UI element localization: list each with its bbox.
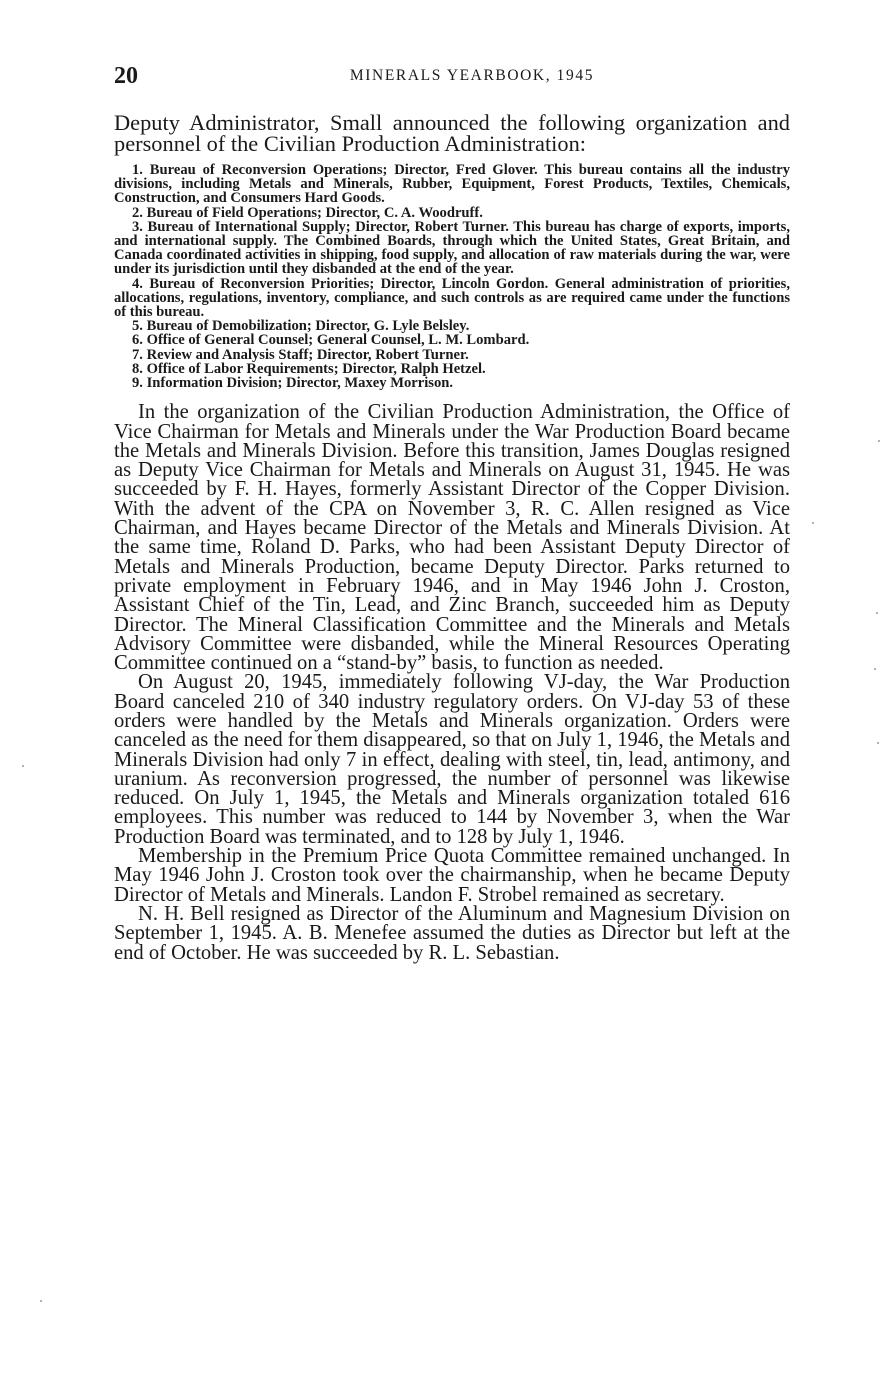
body-paragraph: In the organization of the Civilian Production Administration, the Office of Vice Chairman for Metals and Minerals under the War Production Board became the Metals and Minerals Division. Before this transition, James Douglas resigned as Deputy Vice Chairman for Metals and Minerals on August 31, 1945. He was succeeded by F. H. Hayes, formerly Assistant Director of the Copper Division. With the advent of the CPA on November 3, R. C. Allen resigned as Vice Chairman, and Hayes became Director of the Metals and Minerals Division. At the same time, Roland D. Parks, who had been Assistant Deputy Director of Metals and Minerals Production, became Deputy Director. Parks returned to private employment in February 1946, and in May 1946 John J. Croston, Assistant Chief of the Tin, Lead, and Zinc Branch, succeeded him as Deputy Director. The Mineral Classification Committee and the Minerals and Metals Advisory Committee were disbanded, while the Mineral Resources Operating Committee continued on a “stand-by” basis, to function as needed. — [114, 401, 790, 675]
scan-speck — [878, 440, 880, 442]
list-item: 5. Bureau of Demobilization; Director, G. Lyle Belsley. — [132, 318, 470, 335]
scan-speck — [40, 1300, 42, 1302]
body-paragraph: Membership in the Premium Price Quota Committee remained unchanged. In May 1946 John J. Croston took over the chairmanship, when he became Deputy Director of Metals and Minerals. Landon F. Strobel remained as secretary. — [114, 845, 790, 906]
list-item: 2. Bureau of Field Operations; Director, C. A. Woodruff. — [132, 204, 483, 221]
body-paragraph: N. H. Bell resigned as Director of the Aluminum and Magnesium Division on September 1, 1945. A. B. Menefee assumed the duties as Director but left at the end of October. He was succeeded by R. L. Sebastian. — [114, 902, 790, 964]
intro-paragraph: Deputy Administrator, Small announced the following organization and personnel of the Civilian Production Administration: — [114, 110, 790, 156]
scan-speck — [22, 765, 24, 767]
list-item: 7. Review and Analysis Staff; Director, Robert Turner. — [132, 346, 469, 363]
list-item: 8. Office of Labor Requirements; Director, Ralph Hetzel. — [132, 360, 486, 377]
scan-speck — [876, 612, 878, 614]
organization-list — [114, 163, 790, 390]
page-number: 20 — [114, 63, 138, 89]
list-item: 1. Bureau of Reconversion Operations; Director, Fred Glover. This bureau contains all the industry divisions, including Metals and Minerals, Rubber, Equipment, Forest Products, Textiles, Chemicals, Construction, and Consumers Hard Goods. — [114, 162, 790, 207]
list-item: 6. Office of General Counsel; General Counsel, L. M. Lombard. — [132, 332, 530, 349]
list-item: 4. Bureau of Reconversion Priorities; Director, Lincoln Gordon. General administration of priorities, allocations, regulations, inventory, compliance, and such controls as are required came under the functions of this bureau. — [114, 275, 790, 321]
list-item: 9. Information Division; Director, Maxey Morrison. — [132, 375, 454, 392]
scan-speck — [812, 522, 814, 524]
body-paragraph: On August 20, 1945, immediately following VJ-day, the War Production Board canceled 210 of 340 industry regulatory orders. On VJ-day 53 of these orders were handled by the Metals and Minerals organization. Orders were canceled as the need for them disappeared, so that on July 1, 1946, the Metals and Minerals Division had only 7 in effect, dealing with steel, tin, lead, antimony, and uranium. As reconversion progressed, the number of personnel was likewise reduced. On July 1, 1945, the Metals and Minerals organization totaled 616 employees. This number was reduced to 144 by November 3, when the War Production Board was terminated, and to 128 by July 1, 1946. — [114, 671, 790, 848]
scan-speck — [877, 742, 879, 744]
running-title: MINERALS YEARBOOK, 1945 — [349, 67, 595, 84]
running-head — [114, 62, 790, 92]
list-item: 3. Bureau of International Supply; Director, Robert Turner. This bureau has charge of exports, imports, and international supply. The Combined Boards, through which the United States, Great Britain, and Canada coordinated activities in shipping, food supply, and allocation of raw materials during the war, were under its jurisdiction until they disbanded at the end of the year. — [114, 218, 790, 278]
scan-speck — [874, 668, 876, 670]
document-page — [114, 62, 790, 963]
